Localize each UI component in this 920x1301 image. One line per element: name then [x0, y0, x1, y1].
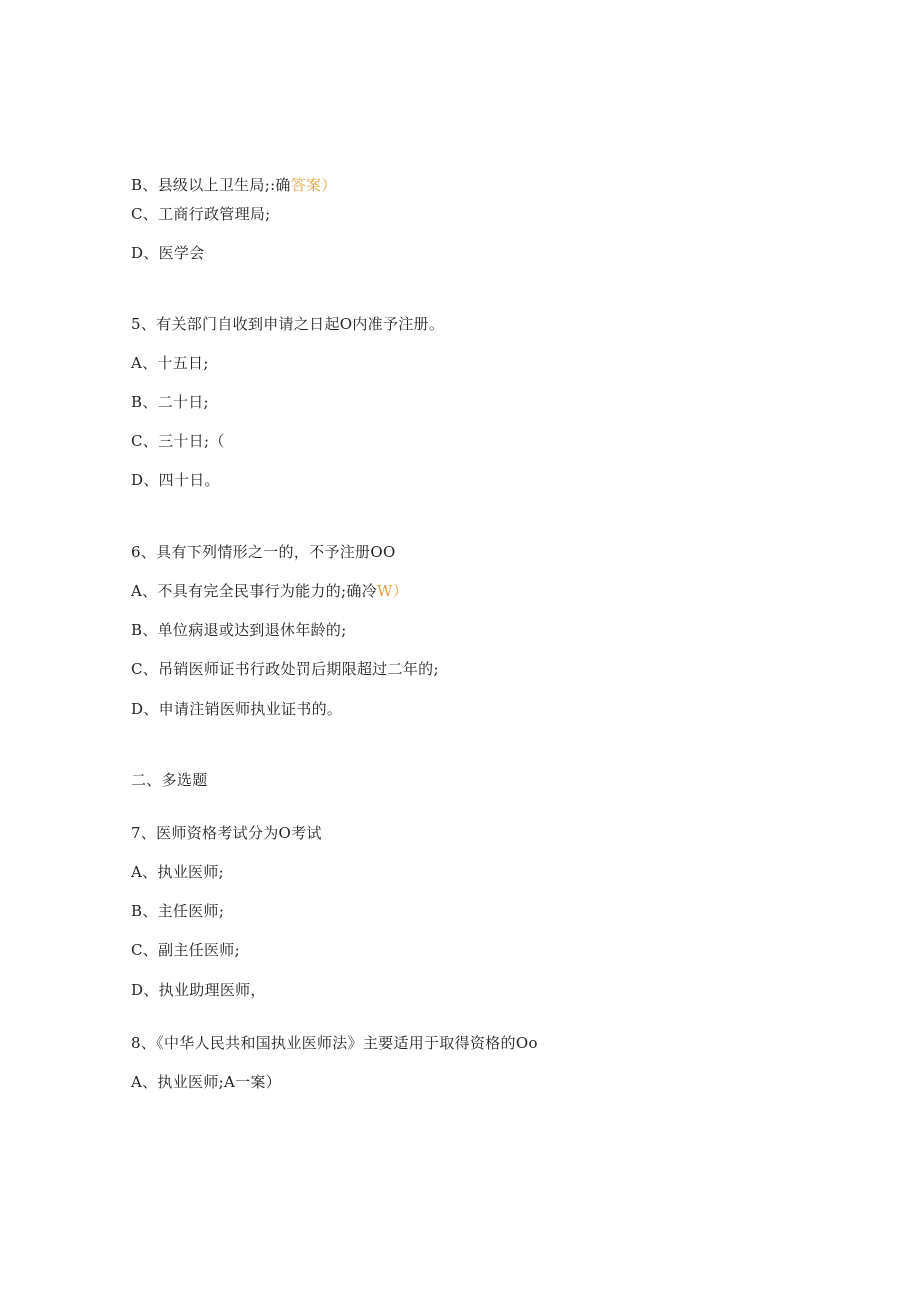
- q6-stem: 6、具有下列情形之一的，不予注册OO: [131, 543, 396, 561]
- q4-option-d: D、医学会: [131, 244, 205, 262]
- q5-stem: 5、有关部门自收到申请之日起O内准予注册。: [131, 315, 445, 333]
- q4-option-b: [131, 175, 337, 195]
- q7-option-a: A、执业医师;: [131, 863, 224, 881]
- q6-option-a-answer-mark: W）: [377, 582, 409, 600]
- q6-option-a-text: A、不具有完全民事行为能力的;确冷: [131, 582, 377, 600]
- q7-option-c: C、副主任医师;: [131, 941, 240, 959]
- q4-option-b-text: B、县级以上卫生局;:确: [131, 176, 291, 194]
- q7-option-b: B、主任医师;: [131, 902, 225, 920]
- q8-option-a: A、执业医师;A一案）: [131, 1073, 282, 1091]
- q4-option-c: C、工商行政管理局;: [131, 205, 271, 223]
- section-title-multiple-choice: 二、多选题: [131, 771, 208, 789]
- q5-option-d: D、四十日。: [131, 471, 220, 489]
- q6-option-c: C、吊销医师证书行政处罚后期限超过二年的;: [131, 660, 439, 678]
- q8-stem: 8、《中华人民共和国执业医师法》主要适用于取得资格的Oo: [131, 1034, 538, 1052]
- q6-option-d: D、申请注销医师执业证书的。: [131, 700, 343, 718]
- q5-option-a: A、十五日;: [131, 354, 209, 372]
- q4-option-b-answer-mark: 答案）: [290, 176, 337, 194]
- q5-option-c: C、三十日;（: [131, 432, 225, 450]
- q5-option-b: B、二十日;: [131, 393, 209, 411]
- q7-option-d: D、执业助理医师，: [131, 981, 266, 999]
- q7-stem: 7、医师资格考试分为O考试: [131, 824, 322, 842]
- q6-option-a: [131, 581, 408, 601]
- q6-option-b: B、单位病退或达到退休年龄的;: [131, 621, 347, 639]
